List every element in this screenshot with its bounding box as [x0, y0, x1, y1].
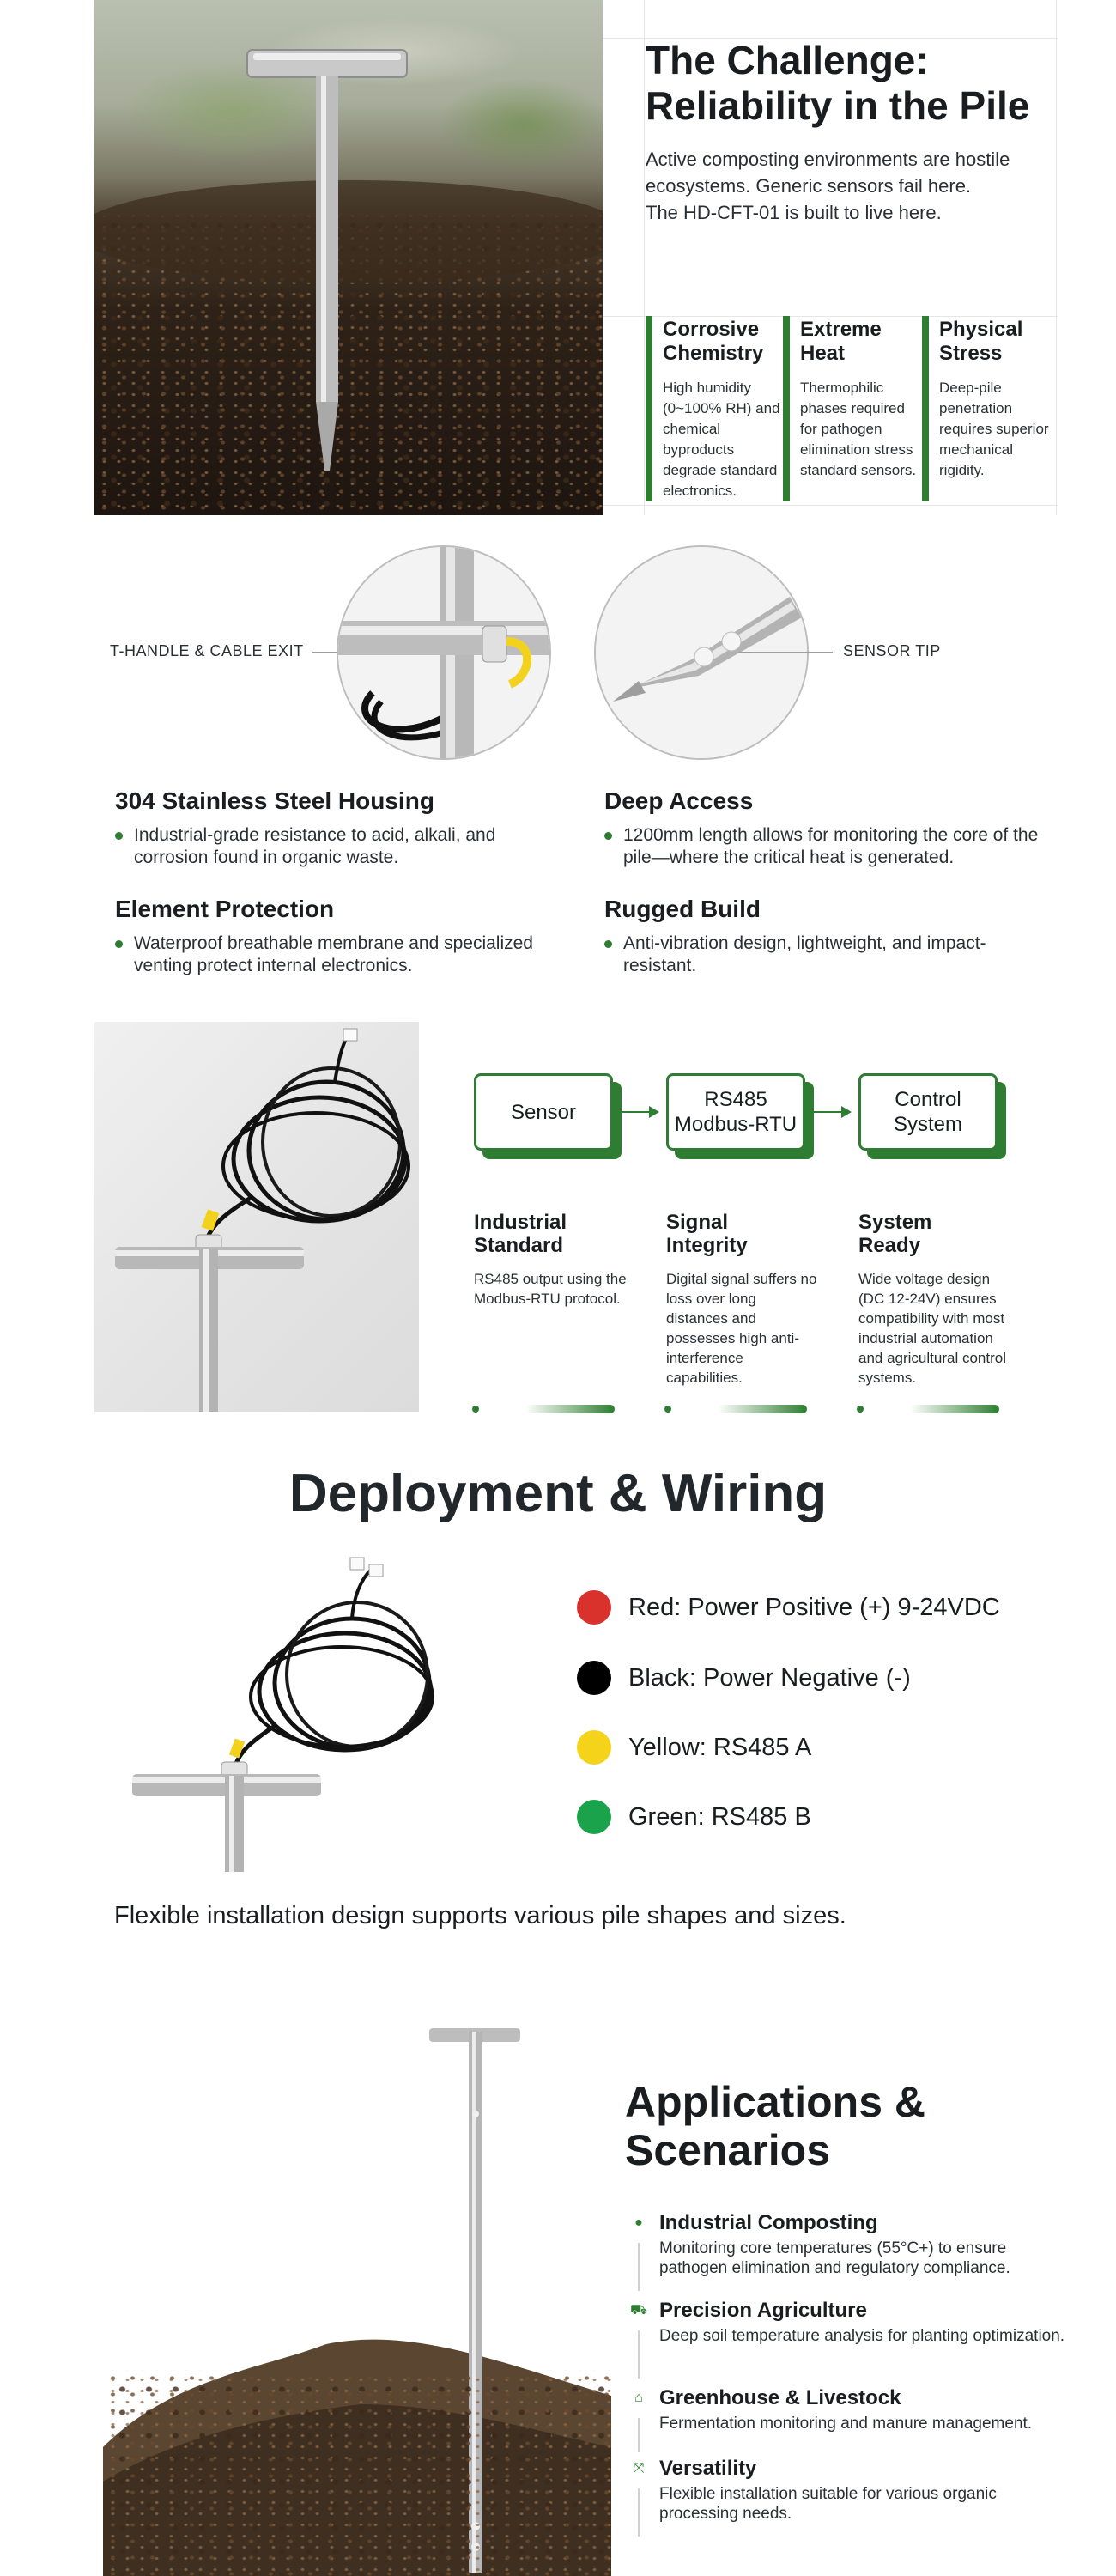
wire-label: Yellow: RS485 A — [628, 1733, 812, 1761]
tractor-icon: ⛟ — [630, 2303, 648, 2318]
applications-title-line1: Applications & — [625, 2078, 926, 2126]
feature-title: Deep Access — [604, 787, 754, 814]
col-marker-dot — [472, 1406, 479, 1413]
col-marker-dot — [664, 1406, 671, 1413]
wiring-title: Deployment & Wiring — [288, 1464, 828, 1523]
feature-title: Element Protection — [115, 896, 335, 922]
wire-color-dot — [577, 1730, 611, 1765]
wire-yellow — [577, 1730, 811, 1765]
feature-text: Anti-vibration design, lightweight, and impact-resistant. — [604, 933, 1051, 977]
wiring-probe-photo — [129, 1546, 455, 1872]
application-text: Deep soil temperature analysis for planting optimization. — [659, 2327, 1065, 2345]
col-text: Wide voltage design (DC 12-24V) ensures compatibility with most industrial automation and agricultural control systems. — [858, 1271, 1006, 1386]
card-title-line1: Extreme — [800, 318, 882, 341]
flow-line2: Modbus-RTU — [674, 1113, 798, 1136]
application-precision-agriculture — [630, 2299, 1077, 2346]
wire-label: Black: Power Negative (-) — [628, 1663, 911, 1692]
application-title: Greenhouse & Livestock — [659, 2386, 901, 2409]
application-industrial-composting — [630, 2211, 1077, 2278]
flow-line2: System — [893, 1113, 962, 1136]
challenge-desc-line3: The HD-CFT-01 is built to live here. — [646, 202, 942, 223]
challenge-title-line1: The Challenge: — [646, 38, 929, 82]
card-title-line2: Chemistry — [663, 342, 764, 365]
feature-rugged-build — [604, 895, 1051, 977]
comm-col-signal — [666, 1211, 821, 1388]
flow-control-system-box — [858, 1073, 998, 1151]
flow-line1: Sensor — [510, 1100, 577, 1124]
feature-steel-housing — [115, 787, 561, 869]
wire-color-dot — [577, 1661, 611, 1695]
col-title-line1: Signal — [666, 1211, 729, 1234]
card-title-line1: Physical — [939, 318, 1023, 341]
wire-red — [577, 1590, 1000, 1625]
card-title-line1: Corrosive — [663, 318, 760, 341]
installation-note: Flexible installation design supports various pile shapes and sizes. — [114, 1902, 846, 1929]
feature-text: Waterproof breathable membrane and specialized venting protect internal electronics. — [115, 933, 561, 977]
flow-sensor-box — [474, 1073, 613, 1151]
dot-icon: ● — [634, 2215, 643, 2230]
application-title: Versatility — [659, 2457, 757, 2480]
wire-color-dot — [577, 1590, 611, 1625]
flow-arrow-1 — [620, 1111, 658, 1113]
application-greenhouse-livestock — [630, 2386, 1077, 2433]
col-title-line1: Industrial — [474, 1211, 567, 1234]
col-title-line1: System — [858, 1211, 932, 1234]
application-title: Industrial Composting — [659, 2211, 878, 2234]
house-icon: ⌂ — [634, 2391, 643, 2405]
col-title-line2: Integrity — [666, 1234, 748, 1257]
comm-col-industrial — [474, 1211, 637, 1309]
flow-line1: Control — [895, 1088, 961, 1111]
application-text: Flexible installation suitable for various organic processing needs. — [659, 2485, 997, 2523]
flow-line1: RS485 — [704, 1088, 767, 1111]
application-versatility — [630, 2457, 1077, 2524]
col-accent-bar — [718, 1405, 807, 1413]
feature-title: Rugged Build — [604, 896, 761, 922]
challenge-description — [646, 146, 1058, 226]
challenge-card-corrosive — [646, 316, 783, 501]
compost-probe-photo — [94, 0, 603, 515]
card-title-line2: Heat — [800, 342, 846, 365]
feature-deep-access — [604, 787, 1051, 869]
challenge-title-line2: Reliability in the Pile — [646, 83, 1030, 128]
col-title-line2: Standard — [474, 1234, 564, 1257]
zoom-t-handle — [337, 545, 551, 760]
wire-black — [577, 1661, 911, 1695]
callout-line-right — [738, 652, 833, 653]
application-title: Precision Agriculture — [659, 2299, 867, 2322]
feature-title: 304 Stainless Steel Housing — [115, 787, 434, 814]
callout-t-handle: T-HANDLE & CABLE EXIT — [110, 642, 304, 659]
col-accent-bar — [525, 1405, 615, 1413]
col-title-line2: Ready — [858, 1234, 921, 1257]
comm-col-system — [858, 1211, 1013, 1388]
challenge-card-heat — [783, 316, 920, 501]
col-marker-dot — [857, 1406, 864, 1413]
flow-rs485-box — [666, 1073, 805, 1151]
zoom-sensor-tip — [594, 545, 809, 760]
col-accent-bar — [910, 1405, 999, 1413]
feature-text: 1200mm length allows for monitoring the core of the pile—where the critical heat is generated. — [604, 824, 1051, 869]
application-text: Fermentation monitoring and manure management. — [659, 2415, 1033, 2433]
feature-element-protection — [115, 895, 561, 977]
application-text: Monitoring core temperatures (55°C+) to ensure pathogen elimination and regulatory compliance. — [659, 2239, 1010, 2277]
probe-with-cable-photo — [94, 1022, 419, 1412]
challenge-desc-line1: Active composting environments are hostile — [646, 149, 1010, 170]
card-text: High humidity (0~100% RH) and chemical byproducts degrade standard electronics. — [663, 380, 780, 499]
challenge-card-stress — [922, 316, 1058, 501]
flow-arrow-2 — [812, 1111, 850, 1113]
challenge-title — [646, 38, 1058, 129]
feature-text: Industrial-grade resistance to acid, alkali, and corrosion found in organic waste. — [115, 824, 561, 869]
card-text: Thermophilic phases required for pathogen elimination stress standard sensors. — [800, 380, 917, 478]
card-title-line2: Stress — [939, 342, 1003, 365]
callout-sensor-tip: SENSOR TIP — [843, 642, 941, 659]
expand-icon: ⤧ — [633, 2461, 645, 2476]
card-text: Deep-pile penetration requires superior mechanical rigidity. — [939, 380, 1049, 478]
probe-in-compost-photo — [103, 2001, 611, 2576]
col-text: RS485 output using the Modbus-RTU protocol. — [474, 1271, 627, 1307]
col-text: Digital signal suffers no loss over long distances and possesses high anti-interference capabilities. — [666, 1271, 817, 1386]
applications-title — [625, 2078, 1071, 2174]
wire-label: Green: RS485 B — [628, 1802, 811, 1831]
wire-green — [577, 1800, 811, 1834]
wire-label: Red: Power Positive (+) 9-24VDC — [628, 1593, 1000, 1621]
wire-color-dot — [577, 1800, 611, 1834]
challenge-desc-line2: ecosystems. Generic sensors fail here. — [646, 175, 972, 197]
applications-title-line2: Scenarios — [625, 2126, 831, 2174]
